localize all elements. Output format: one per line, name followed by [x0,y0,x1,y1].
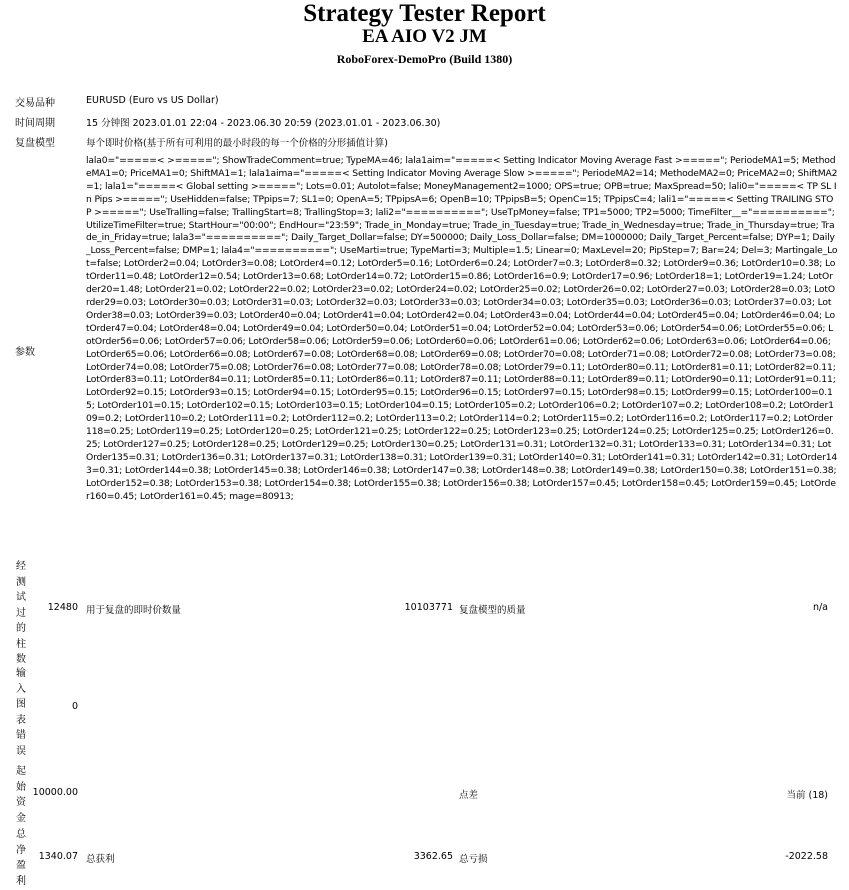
period-label: 时间周期 [15,118,55,129]
quality-label: 复盘模型的质量 [459,605,526,616]
gross-profit-label: 总获利 [86,854,115,865]
net-profit-value: 1340.07 [38,851,78,862]
symbol-value: EURUSD (Euro vs US Dollar) [86,95,219,106]
params-label: 参数 [15,347,35,358]
expert-name: EA AIO V2 JM [362,26,487,47]
server-build: RoboForex-DemoPro (Build 1380) [336,52,513,66]
net-profit-label: 总净盈利 [16,829,26,887]
quality-value: n/a [812,602,828,613]
period-value: 15 分钟图 2023.01.01 22:04 - 2023.06.30 20:59 (2023.01.01 - 2023.06.30) [86,118,441,129]
errors-label: 输入图表错误 [16,668,26,757]
gross-profit-value: 3362.65 [413,851,453,862]
bars-value: 12480 [47,602,78,613]
params-value: lala0="=====< >====="; ShowTradeComment=true; TypeMA=46; lala1aim="=====< Setting Indicator Moving Average Fast >====="; PeriodeMA1=5; MethodeMA1=0; PriceMA1=0; ShiftMA1=1; lala1aima="=====< Setting Indicator Moving Average Slow >====="; PeriodeMA2=14; MethodeMA2=0; PriceMA2=0; ShiftMA2=1; lala1="=====< Global setting >====="; Lots=0.01; Autolot=false; MoneyManagement2=1000; OPS=true; OPB=true; MaxSpread=50; lali0="=====< TP SL In Pips >====="; UseHidden=false; TPpips=7; SL1=0; OpenA=5; TPpipsA=6; OpenB=10; TPpipsB=5; OpenC=15; TPpipsC=4; lali1="=====< Setting TRAILING STOP >====="; UseTralling=false; TrallingStart=8; TrallingStop=3; lali2="=========="; UseTpMoney=false; TP1=5000; TP2=5000; TimeFilter__="=========="; UtilizeTimeFilter=true; StartHour="00:00"; EndHour="23:59"; Trade_in_Monday=true; Trade_in_Tuesday=true; Trade_in_Wednesday=true; Trade_in_Thursday=true; Trade_in_Friday=true; lala3="=========="; Daily_Target_Dollar=false; DY=500000; Daily_Loss_Dollar=false; DM=1000000; Daily_Target_Percent=false; DYP=1; Daily_Loss_Percent=false; DMP=1; lala4="=========="; UseMarti=true; TypeMarti=3; Multiple=1.5; Linear=0; MaxLevel=20; PipStep=7; Bar=24; Del=3; Martingale_Lot=false; LotOrder2=0.04; LotOrder3=0.08; LotOrder4=0.12; LotOrder5=0.16; LotOrder6=0.24; LotOrder7=0.3; LotOrder8=0.32; LotOrder9=0.36; LotOrder10=0.38; LotOrder11=0.48; LotOrder12=0.54; LotOrder13=0.68; LotOrder14=0.72; LotOrder15=0.86; LotOrder16=0.9; LotOrder17=0.96; LotOrder18=1; LotOrder19=1.24; LotOrder20=1.48; LotOrder21=0.02; LotOrder22=0.02; LotOrder23=0.02; LotOrder24=0.02; LotOrder25=0.02; LotOrder26=0.02; LotOrder27=0.03; LotOrder28=0.03; LotOrder29=0.03; LotOrder30=0.03; LotOrder31=0.03; LotOrder32=0.03; LotOrder33=0.03; LotOrder34=0.03; LotOrder35=0.03; LotOrder36=0.03; LotOrder37=0.03; LotOrder38=0.03; LotOrder39=0.03; LotOrder40=0.04; LotOrder41=0.04; LotOrder42=0.04; LotOrder43=0.04; LotOrder44=0.04; LotOrder45=0.04; LotOrder46=0.04; LotOrder47=0.04; LotOrder48=0.04; LotOrder49=0.04; LotOrder50=0.04; LotOrder51=0.04; LotOrder52=0.04; LotOrder53=0.06; LotOrder54=0.06; LotOrder55=0.06; LotOrder56=0.06; LotOrder57=0.06; LotOrder58=0.06; LotOrder59=0.06; LotOrder60=0.06; LotOrder61=0.06; LotOrder62=0.06; LotOrder63=0.06; LotOrder64=0.06; LotOrder65=0.06; LotOrder66=0.08; LotOrder67=0.08; LotOrder68=0.08; LotOrder69=0.08; LotOrder70=0.08; LotOrder71=0.08; LotOrder72=0.08; LotOrder73=0.08; LotOrder74=0.08; LotOrder75=0.08; LotOrder76=0.08; LotOrder77=0.08; LotOrder78=0.08; LotOrder79=0.11; LotOrder80=0.11; LotOrder81=0.11; LotOrder82=0.11; LotOrder83=0.11; LotOrder84=0.11; LotOrder85=0.11; LotOrder86=0.11; LotOrder87=0.11; LotOrder88=0.11; LotOrder89=0.11; LotOrder90=0.11; LotOrder91=0.11; LotOrder92=0.15; LotOrder93=0.15; LotOrder94=0.15; LotOrder95=0.15; LotOrder96=0.15; LotOrder97=0.15; LotOrder98=0.15; LotOrder99=0.15; LotOrder100=0.15; LotOrder101=0.15; LotOrder102=0.15; LotOrder103=0.15; LotOrder104=0.15; LotOrder105=0.2; LotOrder106=0.2; LotOrder107=0.2; LotOrder108=0.2; LotOrder109=0.2; LotOrder110=0.2; LotOrder111=0.2; LotOrder112=0.2; LotOrder113=0.2; LotOrder114=0.2; LotOrder115=0.2; LotOrder116=0.2; LotOrder117=0.2; LotOrder118=0.25; LotOrder119=0.25; LotOrder120=0.25; LotOrder121=0.25; LotOrder122=0.25; LotOrder123=0.25; LotOrder124=0.25; LotOrder125=0.25; LotOrder126=0.25; LotOrder127=0.25; LotOrder128=0.25; LotOrder129=0.25; LotOrder130=0.25; LotOrder131=0.31; LotOrder132=0.31; LotOrder133=0.31; LotOrder134=0.31; LotOrder135=0.31; LotOrder136=0.31; LotOrder137=0.31; LotOrder138=0.31; LotOrder139=0.31; LotOrder140=0.31; LotOrder141=0.31; LotOrder142=0.31; LotOrder143=0.31; LotOrder144=0.38; LotOrder145=0.38; LotOrder146=0.38; LotOrder147=0.38; LotOrder148=0.38; LotOrder149=0.38; LotOrder150=0.38; LotOrder151=0.38; LotOrder152=0.38; LotOrder153=0.38; LotOrder154=0.38; LotOrder155=0.38; LotOrder156=0.38; LotOrder157=0.45; LotOrder158=0.45; LotOrder159=0.45; LotOrder160=0.45; LotOrder161=0.45; mage=80913; [86,155,840,502]
gross-loss-label: 总亏损 [459,854,488,865]
report-title: Strategy Tester Report [303,0,546,27]
model-label: 复盘模型 [15,138,55,149]
model-value: 每个即时价格(基于所有可利用的最小时段的每一个价格的分形插值计算) [86,138,388,149]
spread-label: 点差 [459,790,479,801]
gross-loss-value: -2022.58 [785,851,828,862]
ticks-value: 10103771 [404,602,453,613]
deposit-value: 10000.00 [32,787,78,798]
symbol-label: 交易品种 [15,98,55,109]
bars-label: 经测试过的柱数 [16,561,26,665]
deposit-label: 起始资金 [16,766,26,824]
spread-value: 当前 (18) [786,790,828,801]
errors-value: 0 [71,701,78,712]
ticks-label: 用于复盘的即时价数量 [86,605,182,616]
